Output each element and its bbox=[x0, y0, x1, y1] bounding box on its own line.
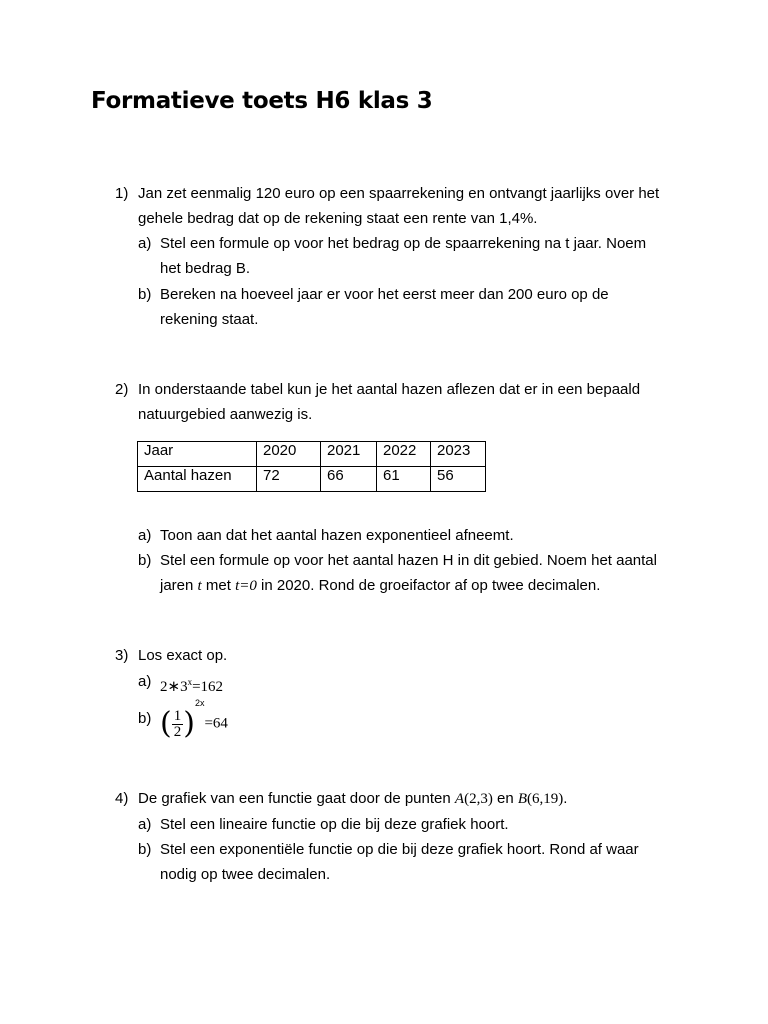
table-cell: 2022 bbox=[377, 442, 431, 467]
subquestion-label: a) bbox=[138, 816, 152, 833]
math-fraction bbox=[172, 709, 184, 740]
math-variable: t bbox=[197, 578, 202, 594]
text-fragment: jaren bbox=[160, 577, 194, 594]
table-cell: 2020 bbox=[257, 442, 321, 467]
question-text: Jan zet eenmalig 120 euro op een spaarrekening en ontvangt jaarlijks over het bbox=[138, 185, 660, 202]
table-cell: Aantal hazen bbox=[138, 467, 257, 492]
subquestion-text: Stel een formule op voor het bedrag op de spaarrekening na t jaar. Noem bbox=[160, 235, 647, 252]
question-text: gehele bedrag dat op de rekening staat een rente van 1,4%. bbox=[138, 210, 538, 227]
table-cell: 66 bbox=[321, 467, 377, 492]
table-row bbox=[138, 442, 486, 467]
math-exponent: x bbox=[187, 677, 193, 687]
question-number: 3) bbox=[115, 647, 129, 664]
question-text: In onderstaande tabel kun je het aantal hazen aflezen dat er in een bepaald bbox=[138, 381, 641, 398]
table-cell: Jaar bbox=[138, 442, 257, 467]
math-equation: t=0 bbox=[235, 578, 257, 594]
fraction-numerator: 1 bbox=[173, 707, 182, 724]
question-number: 1) bbox=[115, 185, 129, 202]
subquestion-text: Bereken na hoeveel jaar er voor het eerst meer dan 200 euro op de bbox=[160, 286, 609, 303]
math-rhs: =64 bbox=[204, 715, 228, 732]
subquestion-text: het bedrag B. bbox=[160, 260, 251, 277]
subquestion-text: Stel een formule op voor het aantal hazen H in dit gebied. Noem het aantal bbox=[160, 552, 657, 569]
subquestion-text: Toon aan dat het aantal hazen exponentieel afneemt. bbox=[160, 527, 514, 544]
subquestion-label: b) bbox=[138, 286, 152, 303]
question-number: 4) bbox=[115, 790, 129, 807]
subquestion-label: b) bbox=[138, 841, 152, 858]
table-cell: 56 bbox=[431, 467, 486, 492]
math-exponent: 2x bbox=[194, 698, 205, 708]
table-row bbox=[138, 467, 486, 492]
point-coords: (6,19) bbox=[527, 791, 564, 807]
subquestion-text bbox=[160, 577, 600, 595]
table-cell: 2021 bbox=[321, 442, 377, 467]
subquestion-label: a) bbox=[138, 527, 152, 544]
math-equation: ( $\frac{1}{2}$ )$^{2x}$=64 bbox=[160, 698, 228, 742]
question-text bbox=[138, 790, 567, 808]
question-number: 2) bbox=[115, 381, 129, 398]
text-fragment: . bbox=[563, 790, 568, 807]
question-text: Los exact op. bbox=[138, 647, 228, 664]
table-cell: 2023 bbox=[431, 442, 486, 467]
table-cell: 72 bbox=[257, 467, 321, 492]
hazen-table bbox=[137, 441, 486, 492]
subquestion-text: Stel een exponentiële functie op die bij deze grafiek hoort. Rond af waar bbox=[160, 841, 639, 858]
subquestion-text: nodig op twee decimalen. bbox=[160, 866, 331, 883]
math-equation bbox=[160, 673, 223, 696]
text-fragment: De grafiek van een functie gaat door de punten bbox=[138, 790, 451, 807]
text-fragment: en bbox=[497, 790, 514, 807]
text-fragment: in 2020. Rond de groeifactor af op twee decimalen. bbox=[261, 577, 601, 594]
subquestion-label: b) bbox=[138, 552, 152, 569]
math-rhs: =162 bbox=[192, 679, 224, 695]
subquestion-label: a) bbox=[138, 235, 152, 252]
table-cell: 61 bbox=[377, 467, 431, 492]
fraction-denominator: 2 bbox=[173, 723, 182, 740]
point-name: A bbox=[454, 791, 465, 807]
subquestion-label: b) bbox=[138, 710, 152, 727]
math-base: 2∗3 bbox=[160, 679, 188, 695]
question-text: natuurgebied aanwezig is. bbox=[138, 406, 313, 423]
text-fragment: met bbox=[205, 577, 231, 594]
subquestion-label: a) bbox=[138, 673, 152, 690]
point-coords: (2,3) bbox=[464, 791, 493, 807]
subquestion-text: Stel een lineaire functie op die bij deze grafiek hoort. bbox=[160, 816, 509, 833]
point-name: B bbox=[517, 791, 528, 807]
page-title: Formatieve toets H6 klas 3 bbox=[91, 88, 433, 114]
subquestion-text: rekening staat. bbox=[160, 311, 259, 328]
